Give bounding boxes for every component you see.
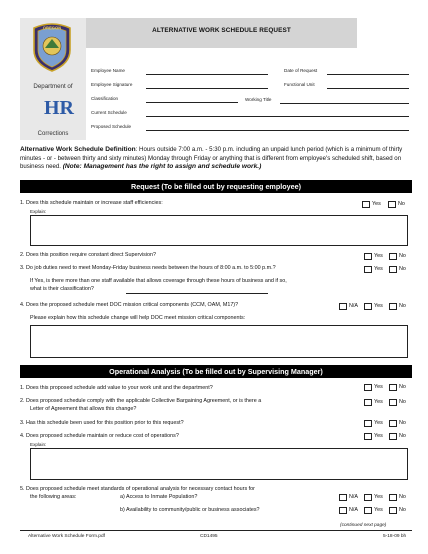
yes-label: Yes xyxy=(374,253,383,259)
current-schedule-field[interactable] xyxy=(146,116,409,117)
yes-checkbox[interactable] xyxy=(364,303,372,310)
request-q4-explain-box[interactable] xyxy=(30,325,408,358)
yes-label: Yes xyxy=(374,399,383,405)
analysis-q3: 3. Has this schedule been used for this position prior to this request? xyxy=(20,420,184,426)
na-label: N/A xyxy=(349,494,358,500)
analysis-q5-line1: 5. Does proposed schedule meet standards of operational analysis for necessary contact hours for xyxy=(20,486,255,492)
yes-label: Yes xyxy=(374,303,383,309)
no-label: No xyxy=(399,266,406,272)
corrections-label: Corrections xyxy=(37,131,69,137)
no-label: No xyxy=(399,494,406,500)
analysis-q5a: a) Access to Inmate Population? xyxy=(120,494,198,500)
hr-logo-icon xyxy=(36,95,74,119)
yes-checkbox[interactable] xyxy=(364,433,372,440)
no-checkbox[interactable] xyxy=(389,303,397,310)
operational-analysis-header: Operational Analysis (To be filled out by Supervising Manager) xyxy=(20,365,412,378)
yes-checkbox[interactable] xyxy=(364,420,372,427)
request-q4: 4. Does the proposed schedule meet DOC mission critical components (CCM, OAM, M17)? xyxy=(20,302,239,308)
analysis-q4-explain-label: Explain: xyxy=(30,442,47,447)
yes-label: Yes xyxy=(374,507,383,513)
yes-checkbox[interactable] xyxy=(364,494,372,501)
employee-name-label: Employee Name xyxy=(91,68,125,73)
analysis-q2-line2: Letter of Agreement that allows this change? xyxy=(30,406,137,412)
yes-label: Yes xyxy=(374,384,383,390)
yes-label: Yes xyxy=(374,433,383,439)
no-label: No xyxy=(399,303,406,309)
na-checkbox[interactable] xyxy=(339,303,347,310)
analysis-q5b: b) Availability to community/public or business associates? xyxy=(120,507,260,513)
functional-unit-field[interactable] xyxy=(327,88,409,89)
yes-label: Yes xyxy=(374,266,383,272)
no-label: No xyxy=(398,201,405,207)
definition-note: (Note: Management has the right to assign and schedule work.) xyxy=(62,163,262,171)
no-checkbox[interactable] xyxy=(389,384,397,391)
no-checkbox[interactable] xyxy=(389,266,397,273)
proposed-schedule-label: Proposed Schedule xyxy=(91,124,132,129)
analysis-q4: 4. Does proposed schedule maintain or reduce cost of operations? xyxy=(20,433,179,439)
na-checkbox[interactable] xyxy=(339,494,347,501)
oregon-doc-badge-icon xyxy=(30,20,74,72)
definition-heading: Alternative Work Schedule Definition xyxy=(20,146,136,153)
analysis-q5-line2: the following areas: xyxy=(30,494,77,500)
date-of-request-field[interactable] xyxy=(327,74,409,75)
footer-divider xyxy=(20,530,412,531)
analysis-q4-explain-box[interactable] xyxy=(30,448,408,480)
yes-label: Yes xyxy=(372,201,381,207)
yes-checkbox[interactable] xyxy=(364,253,372,260)
analysis-q2-line1: 2. Does proposed schedule comply with the applicable Collective Bargaining Agreement, or is there a xyxy=(20,398,262,404)
employee-signature-field[interactable] xyxy=(146,88,268,89)
na-checkbox[interactable] xyxy=(339,507,347,514)
no-checkbox[interactable] xyxy=(389,507,397,514)
no-checkbox[interactable] xyxy=(389,420,397,427)
request-q3: 3. Do job duties need to meet Monday-Friday business needs between the hours of 8:00 a.m. to 5:00 p.m.? xyxy=(20,265,276,271)
analysis-q1: 1. Does this proposed schedule add value to your work unit and the department? xyxy=(20,385,213,391)
svg-text:HR: HR xyxy=(44,97,74,119)
yes-checkbox[interactable] xyxy=(362,201,370,208)
yes-label: Yes xyxy=(374,494,383,500)
department-of-label: Department of xyxy=(33,83,73,90)
definition-body: : Hours outside 7:00 a.m. - 5:30 p.m. including an unpaid lunch period (which is a minimum of thirty minutes - or - between thirty and sixty minutes) Monday through Friday or anything that is different from employee's scheduled shift, based on business need. xyxy=(20,146,403,171)
classification-field[interactable] xyxy=(146,102,238,103)
no-checkbox[interactable] xyxy=(389,399,397,406)
no-checkbox[interactable] xyxy=(389,433,397,440)
footer-form-code: CD1495 xyxy=(200,534,218,539)
working-title-label: Working Title xyxy=(245,97,272,102)
working-title-field[interactable] xyxy=(280,103,409,104)
no-label: No xyxy=(399,507,406,513)
yes-checkbox[interactable] xyxy=(364,266,372,273)
request-q3-follow-2: what is their classification? xyxy=(30,286,94,292)
request-q3-classification-field[interactable] xyxy=(126,293,268,294)
yes-checkbox[interactable] xyxy=(364,507,372,514)
schedule-definition xyxy=(20,146,412,172)
date-of-request-label: Date of Request xyxy=(284,68,318,73)
no-checkbox[interactable] xyxy=(389,494,397,501)
request-q1-explain-label: Explain: xyxy=(30,209,47,214)
request-section-header: Request (To be filled out by requesting employee) xyxy=(20,180,412,193)
svg-text:OREGON: OREGON xyxy=(42,25,62,31)
na-label: N/A xyxy=(349,507,358,513)
request-q2: 2. Does this position require constant direct Supervision? xyxy=(20,252,157,258)
employee-signature-label: Employee Signature xyxy=(91,82,133,87)
no-label: No xyxy=(399,433,406,439)
continued-note: (continued next page) xyxy=(340,523,387,528)
footer-revision: 5-18-09 bh xyxy=(383,534,407,539)
yes-checkbox[interactable] xyxy=(364,399,372,406)
yes-label: Yes xyxy=(374,420,383,426)
no-label: No xyxy=(399,384,406,390)
current-schedule-label: Current Schedule xyxy=(91,110,127,115)
request-q4-explain-label: Please explain how this schedule change will help DOC meet mission critical components: xyxy=(30,315,246,321)
form-title: ALTERNATIVE WORK SCHEDULE REQUEST xyxy=(152,27,291,34)
request-q1: 1. Does this schedule maintain or increase staff efficiencies: xyxy=(20,200,163,206)
request-q1-explain-box[interactable] xyxy=(30,215,408,246)
no-label: No xyxy=(399,253,406,259)
request-q3-follow-1: If Yes, is there more than one staff available that allows coverage through these hours of business and if so, xyxy=(30,278,287,284)
na-label: N/A xyxy=(349,303,358,309)
no-label: No xyxy=(399,420,406,426)
yes-checkbox[interactable] xyxy=(364,384,372,391)
no-checkbox[interactable] xyxy=(388,201,396,208)
functional-unit-label: Functional Unit xyxy=(284,82,315,87)
no-label: No xyxy=(399,399,406,405)
classification-label: Classification xyxy=(91,96,119,101)
no-checkbox[interactable] xyxy=(389,253,397,260)
proposed-schedule-field[interactable] xyxy=(146,130,409,131)
employee-name-field[interactable] xyxy=(146,74,268,75)
footer-form-name: Alternative Work Schedule Form.pdf xyxy=(28,534,105,539)
